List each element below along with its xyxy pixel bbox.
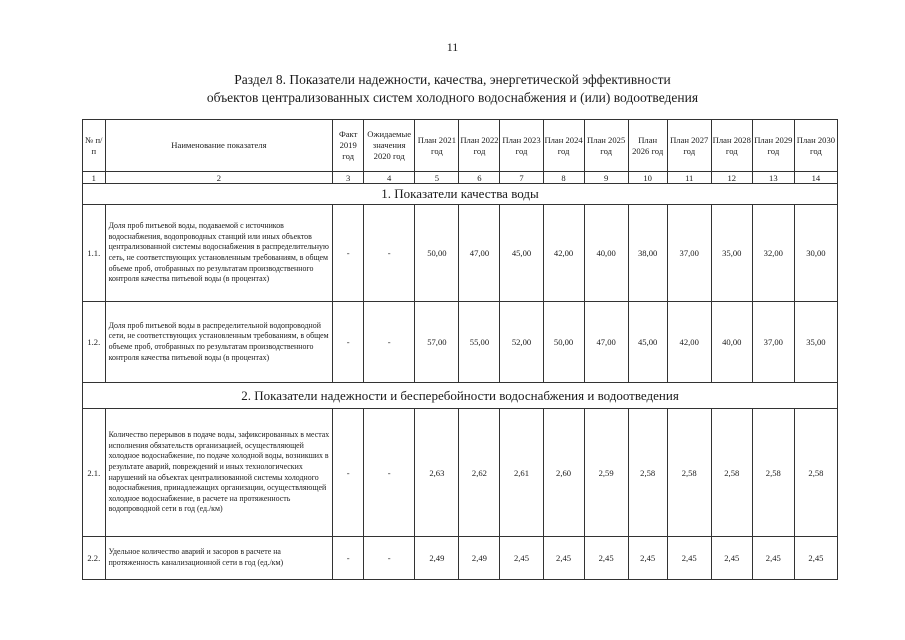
value-cell: 2,58: [628, 409, 667, 537]
section-title: 2. Показатели надежности и бесперебойности водоснабжения и водоотведения: [83, 383, 838, 409]
value-cell: 2,49: [415, 537, 459, 580]
row-number: 2.1.: [83, 409, 106, 537]
column-number: 3: [333, 172, 364, 184]
column-number: 7: [500, 172, 543, 184]
value-cell: -: [333, 302, 364, 383]
value-cell: 47,00: [459, 205, 500, 302]
column-number: 4: [364, 172, 415, 184]
indicator-name: Удельное количество аварий и засоров в расчете на протяженность канализационной сети в год (ед./км): [105, 537, 333, 580]
value-cell: 2,45: [752, 537, 794, 580]
row-number: 1.2.: [83, 302, 106, 383]
value-cell: 40,00: [584, 205, 628, 302]
value-cell: 2,59: [584, 409, 628, 537]
column-header: План 2030 год: [794, 120, 837, 172]
column-header: План 2021 год: [415, 120, 459, 172]
value-cell: 52,00: [500, 302, 543, 383]
value-cell: -: [333, 205, 364, 302]
column-header: План 2022 год: [459, 120, 500, 172]
indicator-name: Количество перерывов в подаче воды, зафиксированных в местах исполнения обязательств организацией, осуществляющей холодное водоснабжение, по подаче холодной воды, возникших в результате аварий, повреждений и иных технологических нарушений на объектах централизованной системы холодного водоснабжения, принадлежащих организации, осуществляющей холодное водоснабжение, в расчете на протяженность водопроводной сети в год (ед./км): [105, 409, 333, 537]
value-cell: 2,45: [711, 537, 752, 580]
value-cell: -: [333, 537, 364, 580]
value-cell: 2,58: [794, 409, 837, 537]
column-header: План 2023 год: [500, 120, 543, 172]
column-header: План 2025 год: [584, 120, 628, 172]
table-row: [83, 409, 838, 537]
value-cell: 42,00: [543, 205, 584, 302]
value-cell: 2,62: [459, 409, 500, 537]
value-cell: 40,00: [711, 302, 752, 383]
column-header: План 2024 год: [543, 120, 584, 172]
value-cell: 2,45: [584, 537, 628, 580]
column-header: № п/п: [83, 120, 106, 172]
value-cell: 2,61: [500, 409, 543, 537]
header-row: [83, 120, 838, 172]
value-cell: 55,00: [459, 302, 500, 383]
value-cell: -: [364, 409, 415, 537]
column-number: 5: [415, 172, 459, 184]
value-cell: 37,00: [752, 302, 794, 383]
column-number: 9: [584, 172, 628, 184]
column-number-row: [83, 172, 838, 184]
heading-line-1: Раздел 8. Показатели надежности, качества, энергетической эффективности: [234, 72, 671, 87]
column-number: 12: [711, 172, 752, 184]
indicators-table: [82, 119, 838, 580]
value-cell: -: [364, 205, 415, 302]
value-cell: 35,00: [794, 302, 837, 383]
column-header: Факт 2019 год: [333, 120, 364, 172]
column-header: План 2028 год: [711, 120, 752, 172]
table-row: [83, 302, 838, 383]
value-cell: 2,49: [459, 537, 500, 580]
page-number: 11: [446, 40, 459, 54]
heading-line-2: объектов централизованных систем холодного водоснабжения и (или) водоотведения: [206, 90, 699, 105]
column-number: 6: [459, 172, 500, 184]
section-row: [83, 383, 838, 409]
value-cell: 2,45: [794, 537, 837, 580]
value-cell: 2,60: [543, 409, 584, 537]
value-cell: 2,58: [752, 409, 794, 537]
indicator-name: Доля проб питьевой воды, подаваемой с источников водоснабжения, водопроводных станций или иных объектов централизованной системы водоснабжения в распределительную сеть, не соответствующих установленным требованиям, в общем объеме проб, отобранных по результатам производственного контроля качества питьевой воды (в процентах): [105, 205, 333, 302]
value-cell: 47,00: [584, 302, 628, 383]
value-cell: 30,00: [794, 205, 837, 302]
column-number: 14: [794, 172, 837, 184]
column-header: План 2026 год: [628, 120, 667, 172]
value-cell: 50,00: [543, 302, 584, 383]
column-number: 8: [543, 172, 584, 184]
column-header: Наименование показателя: [105, 120, 333, 172]
value-cell: -: [364, 302, 415, 383]
column-number: 1: [83, 172, 106, 184]
column-number: 11: [667, 172, 711, 184]
row-number: 1.1.: [83, 205, 106, 302]
value-cell: 45,00: [628, 302, 667, 383]
value-cell: 2,63: [415, 409, 459, 537]
column-header: План 2029 год: [752, 120, 794, 172]
row-number: 2.2.: [83, 537, 106, 580]
section-row: [83, 184, 838, 205]
table-row: [83, 537, 838, 580]
value-cell: 35,00: [711, 205, 752, 302]
indicator-name: Доля проб питьевой воды в распределительной водопроводной сети, не соответствующих установленным требованиям, в общем объеме проб, отобранных по результатам производственного контроля качества питьевой воды (в процентах): [105, 302, 333, 383]
value-cell: 2,58: [711, 409, 752, 537]
value-cell: 2,45: [667, 537, 711, 580]
column-number: 10: [628, 172, 667, 184]
column-number: 2: [105, 172, 333, 184]
column-number: 13: [752, 172, 794, 184]
value-cell: 37,00: [667, 205, 711, 302]
value-cell: 42,00: [667, 302, 711, 383]
value-cell: 2,45: [628, 537, 667, 580]
value-cell: 57,00: [415, 302, 459, 383]
column-header: Ожидаемые значения 2020 год: [364, 120, 415, 172]
value-cell: 45,00: [500, 205, 543, 302]
value-cell: 32,00: [752, 205, 794, 302]
value-cell: -: [333, 409, 364, 537]
section-heading: [0, 71, 905, 107]
value-cell: 2,45: [543, 537, 584, 580]
table-row: [83, 205, 838, 302]
section-title: 1. Показатели качества воды: [83, 184, 838, 205]
value-cell: -: [364, 537, 415, 580]
column-header: План 2027 год: [667, 120, 711, 172]
value-cell: 2,58: [667, 409, 711, 537]
value-cell: 2,45: [500, 537, 543, 580]
value-cell: 38,00: [628, 205, 667, 302]
value-cell: 50,00: [415, 205, 459, 302]
